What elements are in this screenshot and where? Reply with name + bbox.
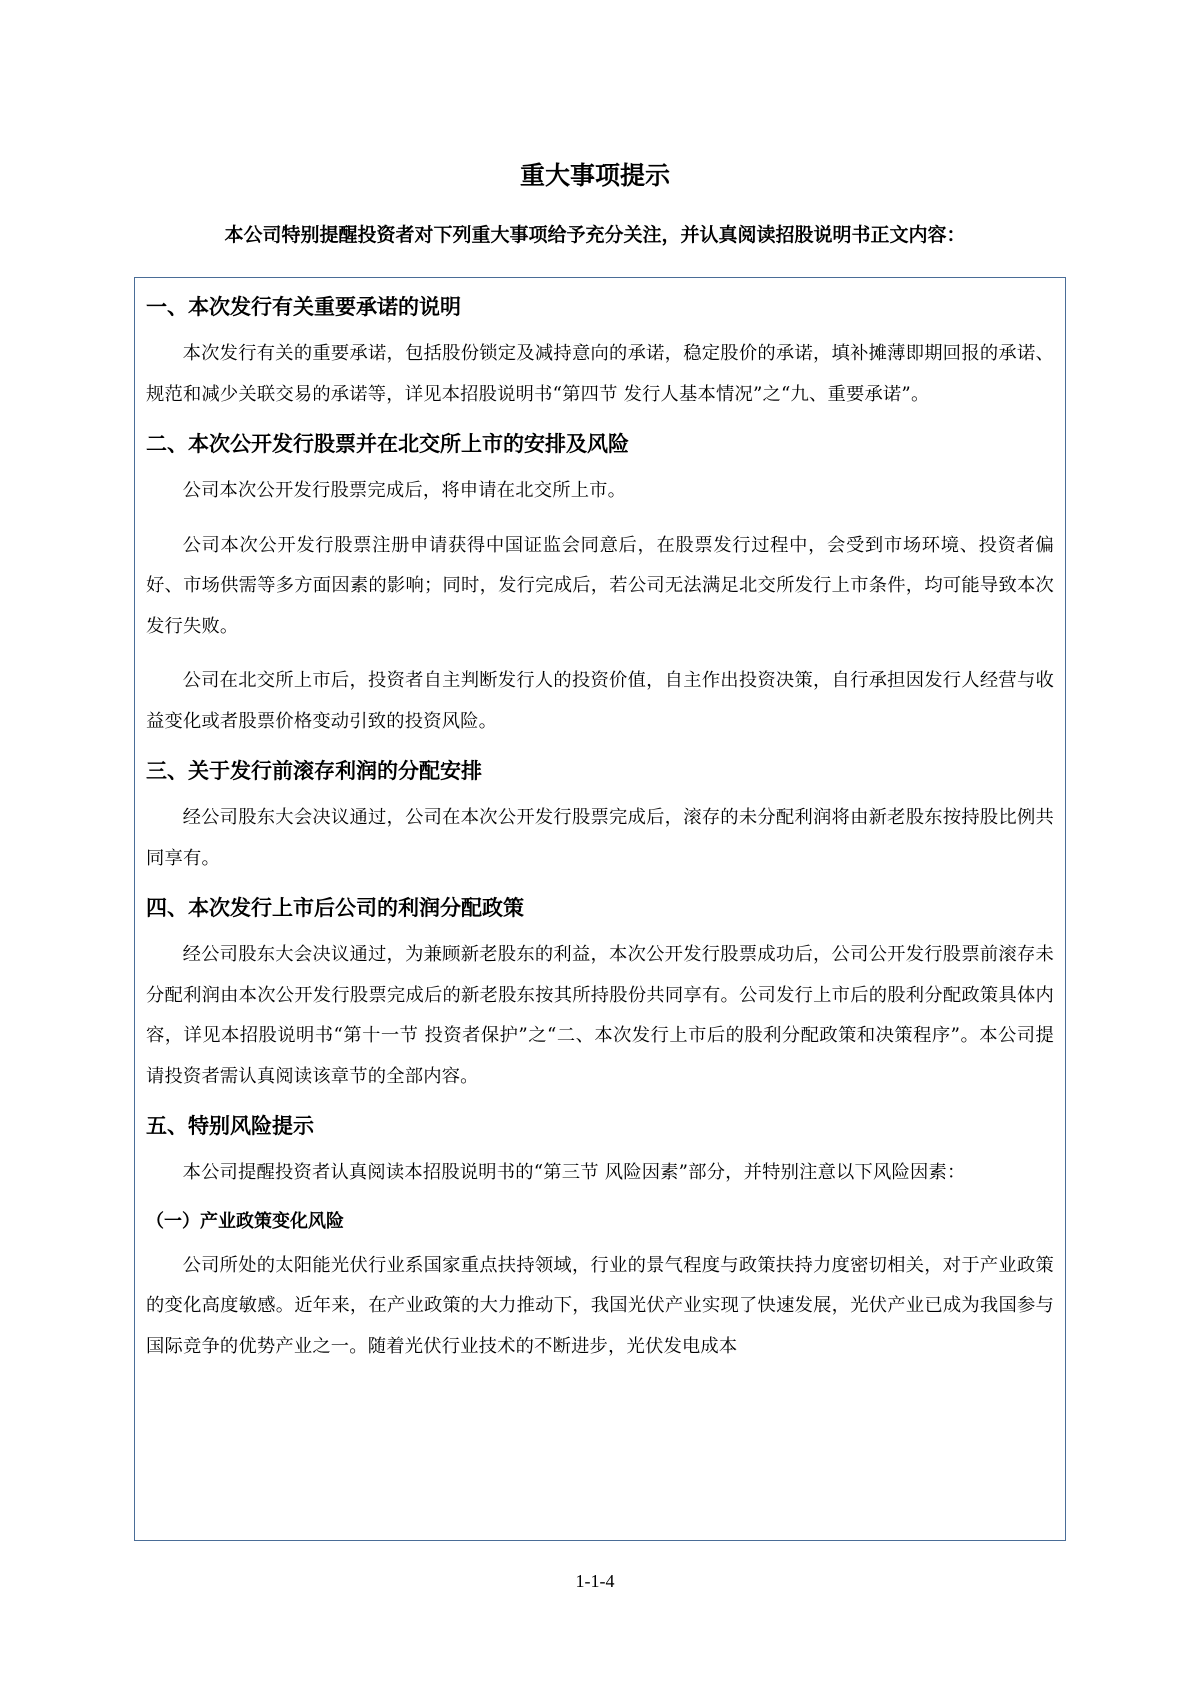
- paragraph: 本次发行有关的重要承诺，包括股份锁定及减持意向的承诺，稳定股价的承诺，填补摊薄即期回报的承诺、规范和减少关联交易的承诺等，详见本招股说明书“第四节 发行人基本情况”之“九、重要承诺”。: [146, 343, 1054, 405]
- section-2: [146, 429, 1054, 742]
- page-title: 重大事项提示: [519, 161, 670, 190]
- section-5: [146, 1111, 1054, 1367]
- paragraph: 公司所处的太阳能光伏行业系国家重点扶持领域，行业的景气程度与政策扶持力度密切相关，对于产业政策的变化高度敏感。近年来，在产业政策的大力推动下，我国光伏产业实现了快速发展，光伏产业已成为我国参与国际竞争的优势产业之一。随着光伏行业技术的不断进步，光伏发电成本: [146, 1254, 1054, 1357]
- paragraph: 公司在北交所上市后，投资者自主判断发行人的投资价值，自主作出投资决策，自行承担因发行人经营与收益变化或者股票价格变动引致的投资风险。: [146, 670, 1054, 732]
- section-heading: 一、本次发行有关重要承诺的说明: [146, 295, 461, 319]
- page-subtitle: 本公司特别提醒投资者对下列重大事项给予充分关注，并认真阅读招股说明书正文内容：: [224, 224, 966, 246]
- paragraph: 经公司股东大会决议通过，为兼顾新老股东的利益，本次公开发行股票成功后，公司公开发行股票前滚存未分配利润由本次公开发行股票完成后的新老股东按其所持股份共同享有。公司发行上市后的股利分配政策具体内容，详见本招股说明书“第十一节 投资者保护”之“二、本次发行上市后的股利分配政策和决策程序”。本公司提请投资者需认真阅读该章节的全部内容。: [146, 944, 1054, 1087]
- section-4: [146, 893, 1054, 1097]
- section-heading: 五、特别风险提示: [146, 1114, 314, 1138]
- section-1: [146, 292, 1054, 415]
- section-3: [146, 756, 1054, 879]
- section-heading: 四、本次发行上市后公司的利润分配政策: [146, 896, 524, 920]
- section-heading: 二、本次公开发行股票并在北交所上市的安排及风险: [146, 432, 629, 456]
- subsection-1: [146, 1208, 1054, 1368]
- subsection-heading: （一）产业政策变化风险: [146, 1210, 344, 1232]
- paragraph: 公司本次公开发行股票完成后，将申请在北交所上市。: [182, 480, 627, 501]
- page-number: 1-1-4: [575, 1571, 615, 1591]
- paragraph: 本公司提醒投资者认真阅读本招股说明书的“第三节 风险因素”部分，并特别注意以下风险因素：: [182, 1162, 966, 1183]
- paragraph: 公司本次公开发行股票注册申请获得中国证监会同意后，在股票发行过程中，会受到市场环境、投资者偏好、市场供需等多方面因素的影响；同时，发行完成后，若公司无法满足北交所发行上市条件，均可能导致本次发行失败。: [146, 534, 1054, 637]
- highlight-box: [134, 277, 1066, 1541]
- paragraph: 经公司股东大会决议通过，公司在本次公开发行股票完成后，滚存的未分配利润将由新老股东按持股比例共同享有。: [146, 807, 1054, 869]
- section-heading: 三、关于发行前滚存利润的分配安排: [146, 759, 482, 783]
